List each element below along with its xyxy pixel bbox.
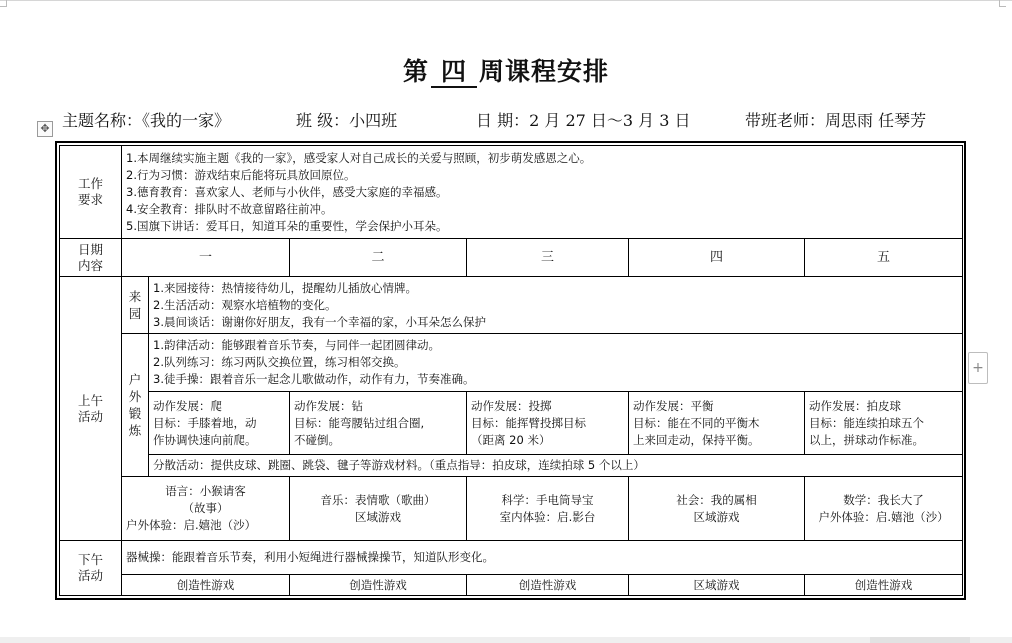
title-suffix: 周课程安排 — [479, 57, 610, 86]
work-requirements-label: 工作 要求 — [60, 146, 122, 239]
motor-cell-thursday: 动作发展：平衡 目标：能在不同的平衡木 上来回走动，保持平衡。 — [629, 392, 805, 455]
day-wednesday: 三 — [467, 239, 629, 277]
course-info-row — [62, 108, 962, 132]
arrival-item: 1.来园接待：热情接待幼儿，提醒幼儿插放心情牌。 — [153, 280, 417, 295]
document-title — [0, 52, 1012, 88]
lesson-cell-wednesday: 科学：手电筒导宝 室内体验：启.影台 — [467, 477, 629, 541]
table-row-afternoon — [60, 541, 963, 575]
afternoon-game-tuesday: 创造性游戏 — [290, 575, 467, 596]
add-column-plus-icon[interactable]: + — [968, 352, 988, 384]
teachers: 带班老师：周思雨 任琴芳 — [745, 111, 927, 130]
work-item: 2.行为习惯：游戏结束后能将玩具放回原位。 — [126, 167, 356, 182]
page-corner-mark-left — [0, 0, 7, 7]
lesson-cell-monday: 语言：小猴请客 （故事） 户外体验：启.嬉池（沙） — [122, 477, 290, 541]
day-friday: 五 — [805, 239, 963, 277]
outdoor-exercise-content — [149, 334, 963, 392]
page-corner-mark-right — [999, 0, 1006, 7]
table-row-arrival — [60, 277, 963, 334]
class-name: 班 级：小四班 — [296, 111, 398, 130]
day-thursday: 四 — [629, 239, 805, 277]
motor-cell-monday: 动作发展：爬 目标：手膝着地，动 作协调快速向前爬。 — [149, 392, 290, 455]
morning-activities-label: 上午 活动 — [60, 277, 122, 541]
motor-cell-tuesday: 动作发展：钻 目标：能弯腰钻过组合圈, 不碰倒。 — [290, 392, 467, 455]
arrival-content — [149, 277, 963, 334]
table-row-motor-development — [60, 392, 963, 455]
table-move-handle-icon[interactable]: ✥ — [37, 121, 53, 137]
table-row-free-activities — [60, 455, 963, 477]
horizontal-scrollbar-thumb[interactable] — [870, 637, 970, 643]
work-item: 4.安全教育：排队时不故意留路往前冲。 — [126, 201, 333, 216]
afternoon-game-monday: 创造性游戏 — [122, 575, 290, 596]
horizontal-scrollbar-track[interactable] — [0, 637, 1012, 643]
work-requirements-content — [122, 146, 963, 239]
table-row-lessons — [60, 477, 963, 541]
table-row-days — [60, 239, 963, 277]
lesson-cell-thursday: 社会：我的属相 区域游戏 — [629, 477, 805, 541]
weekly-schedule-table — [59, 145, 963, 596]
work-item: 3.德育教育：喜欢家人、老师与小伙伴，感受大家庭的幸福感。 — [126, 184, 448, 199]
afternoon-game-thursday: 区域游戏 — [629, 575, 805, 596]
afternoon-exercise-content: 器械操：能跟着音乐节奏，利用小短绳进行器械操操节，知道队形变化。 — [122, 541, 963, 575]
lesson-cell-friday: 数学：我长大了 户外体验：启.嬉池（沙） — [805, 477, 963, 541]
free-activities-content: 分散活动：提供皮球、跳圈、跳袋、毽子等游戏材料。（重点指导：拍皮球，连续拍球 5 个以上） — [149, 455, 963, 477]
outdoor-exercise-label: 户 外 锻 炼 — [122, 334, 149, 477]
motor-cell-friday: 动作发展：拍皮球 目标：能连续拍球五个 以上，拼球动作标准。 — [805, 392, 963, 455]
page-top-border — [0, 0, 1012, 1]
title-prefix: 第 — [402, 57, 429, 86]
table-row-work-requirements — [60, 146, 963, 239]
work-item: 5.国旗下讲话：爱耳日，知道耳朵的重要性，学会保护小耳朵。 — [126, 218, 448, 233]
outdoor-item: 3.徒手操：跟着音乐一起念儿歌做动作，动作有力，节奏准确。 — [153, 372, 475, 386]
title-week-number: 四 — [431, 58, 477, 88]
arrival-item: 2.生活活动：观察水培植物的变化。 — [153, 297, 337, 312]
date-content-label: 日期 内容 — [60, 239, 122, 277]
day-monday: 一 — [122, 239, 290, 277]
outdoor-item: 2.队列练习：练习两队交换位置，练习相邻交换。 — [153, 355, 406, 369]
table-row-afternoon-games — [60, 575, 963, 596]
theme-name: 主题名称：《我的一家》 — [62, 111, 231, 130]
date-range: 日 期：2 月 27 日～3 月 3 日 — [476, 111, 691, 130]
afternoon-game-friday: 创造性游戏 — [805, 575, 963, 596]
outdoor-item: 1.韵律活动：能够跟着音乐节奏，与同伴一起团圆律动。 — [153, 338, 440, 352]
work-item: 1.本周继续实施主题《我的一家》，感受家人对自己成长的关爱与照顾，初步萌发感恩之心。 — [126, 150, 592, 165]
day-tuesday: 二 — [290, 239, 467, 277]
afternoon-activities-label: 下午 活动 — [60, 541, 122, 596]
lesson-cell-tuesday: 音乐：表情歌（歌曲） 区域游戏 — [290, 477, 467, 541]
table-row-outdoor-exercise — [60, 334, 963, 392]
arrival-item: 3.晨间谈话：谢谢你好朋友，我有一个幸福的家，小耳朵怎么保护 — [153, 314, 486, 329]
arrival-label: 来 园 — [122, 277, 149, 334]
afternoon-game-wednesday: 创造性游戏 — [467, 575, 629, 596]
motor-cell-wednesday: 动作发展：投掷 目标：能挥臂投掷目标 （距离 20 米） — [467, 392, 629, 455]
